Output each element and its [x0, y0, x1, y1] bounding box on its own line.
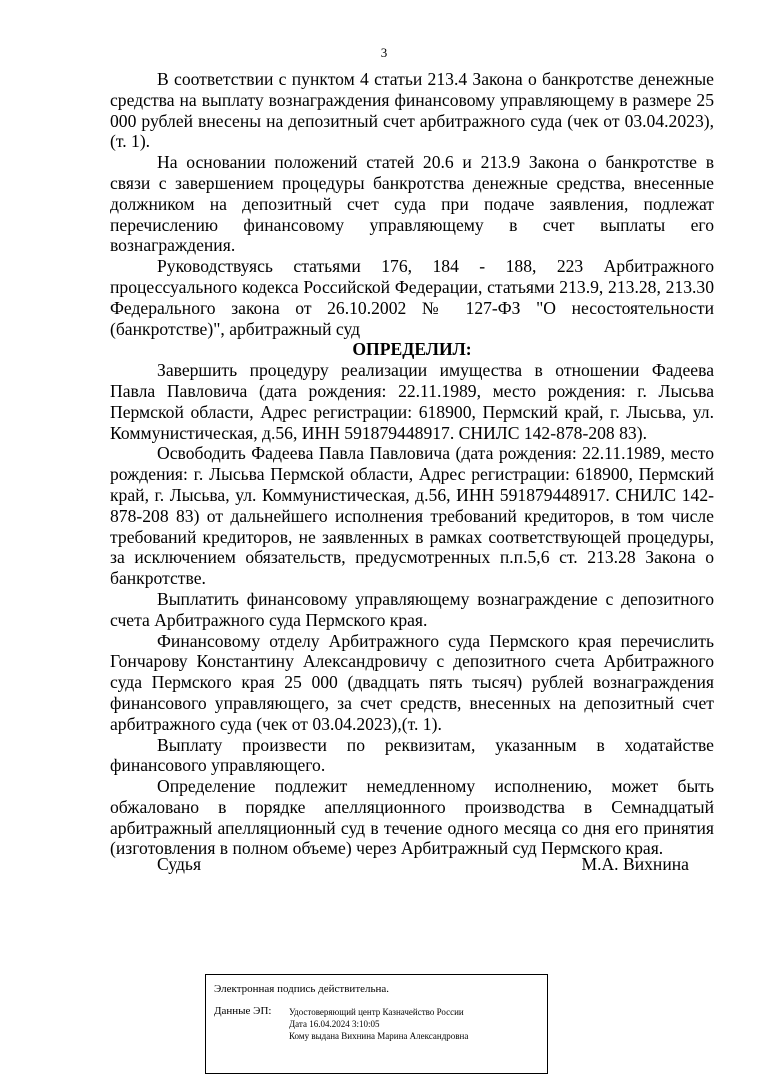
document-body	[110, 69, 714, 859]
ruling-heading: ОПРЕДЕЛИЛ:	[352, 339, 472, 360]
e-signature-status: Электронная подпись действительна.	[214, 983, 390, 995]
e-signature-issuer: Удостоверяющий центр Казначейство России	[289, 1007, 464, 1017]
signature-name: М.А. Вихнина	[581, 854, 689, 874]
ruling-paragraph: Определение подлежит немедленному исполнению, может быть обжаловано в порядке апелляционного производства в Семнадцатый арбитражный апелляционный суд в течение одного месяца со дня его принятия (изготовления в полном объеме) через Арбитражный суд Пермского края.	[110, 776, 714, 859]
signature-title: Судья	[157, 854, 202, 874]
ruling-paragraph: Выплатить финансовому управляющему вознаграждение с депозитного счета Арбитражного суда Пермского края.	[110, 588, 714, 630]
ruling-paragraph: Финансовому отделу Арбитражного суда Пермского края перечислить Гончарову Константину Александровичу с депозитного счета Арбитражного суда Пермского края 25 000 (двадцать пять тысяч) рублей вознаграждения финансового управляющего, за счет средств, внесенных на депозитный счет арбитражного суда (чек от 03.04.2023),(т. 1).	[110, 630, 714, 734]
e-signature-issued-to: Кому выдана Вихнина Марина Александровна	[289, 1031, 469, 1041]
paragraph: В соответствии с пунктом 4 статьи 213.4 Закона о банкротстве денежные средства на выплату вознаграждения финансовому управляющему в размере 25 000 рублей внесены на депозитный счет арбитражного суда (чек от 03.04.2023),(т. 1).	[110, 69, 714, 152]
e-signature-box	[205, 974, 548, 1074]
paragraph: Руководствуясь статьями 176, 184 - 188, 223 Арбитражного процессуального кодекса Российской Федерации, статьями 213.9, 213.28, 213.30 Федерального закона от 26.10.2002 № 127-ФЗ "О несостоятельности (банкротстве)", арбитражный суд	[110, 256, 714, 339]
ruling-paragraph: Освободить Фадеева Павла Павловича (дата рождения: 22.11.1989, место рождения: г. Лысьва Пермской области, Адрес регистрации: 618900, Пермский край, г. Лысьва, ул. Коммунистическая, д.56, ИНН 591879448917. СНИЛС 142-878-208 83) от дальнейшего исполнения требований кредиторов, в том числе требований кредиторов, не заявленных в рамках соответствующей процедуры, за исключением обязательств, предусмотренных п.п.5,6 ст. 213.28 Закона о банкротстве.	[110, 443, 714, 589]
paragraph: На основании положений статей 20.6 и 213.9 Закона о банкротстве в связи с завершением процедуры банкротства денежные средства, внесенные должником на депозитный счет суда при подаче заявления, подлежат перечислению финансовому управляющему в счет выплаты его вознаграждения.	[110, 152, 714, 256]
page-number: 3	[380, 45, 388, 60]
e-signature-date: Дата 16.04.2024 3:10:05	[289, 1019, 380, 1029]
e-signature-details	[289, 1006, 468, 1042]
ruling-paragraph: Завершить процедуру реализации имущества в отношении Фадеева Павла Павловича (дата рождения: 22.11.1989, место рождения: г. Лысьва Пермской области, Адрес регистрации: 618900, Пермский край, г. Лысьва, ул. Коммунистическая, д.56, ИНН 591879448917. СНИЛС 142-878-208 83).	[110, 360, 714, 443]
ruling-paragraph: Выплату произвести по реквизитам, указанным в ходатайстве финансового управляющего.	[110, 734, 714, 776]
signature-block	[157, 854, 689, 875]
e-signature-label: Данные ЭП:	[214, 1005, 272, 1017]
